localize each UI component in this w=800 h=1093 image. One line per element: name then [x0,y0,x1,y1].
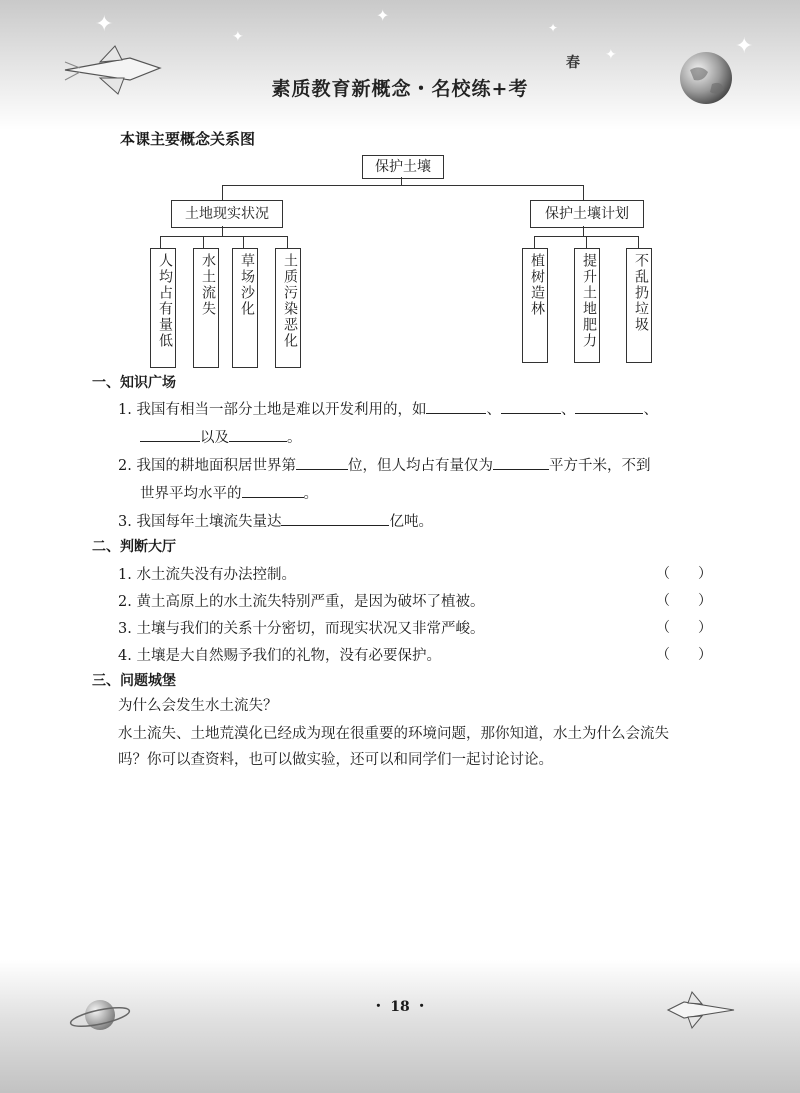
concept-left-branch: 土地现实状况 [171,200,283,228]
star-icon: ✦ [605,47,617,63]
question-text: 以及 [200,430,229,446]
answer-blank[interactable] [493,455,549,470]
question-text: 1. 我国有相当一部分土地是难以开发利用的，如 [118,402,427,418]
connector-line [287,236,288,248]
answer-blank[interactable] [281,511,389,526]
page-number: ・ 18 ・ [371,999,429,1015]
section-heading-judgment: 二、判断大厅 [92,539,176,555]
star-icon: ✦ [232,29,244,45]
concept-leaf: 人均占有量低 [150,248,176,368]
concept-map-title: 本课主要概念关系图 [120,130,256,148]
judgment-item: 2. 黄土高原上的水土流失特别严重，是因为破坏了植被。 [118,594,485,610]
star-icon: ✦ [548,21,559,35]
concept-right-branch: 保护土壤计划 [530,200,644,228]
question-text: 。 [303,486,318,502]
question-1 [118,398,658,419]
judgment-item: 4. 土壤是大自然赐予我们的礼物，没有必要保护。 [118,648,441,664]
concept-leaf: 植树造林 [522,248,548,363]
connector-line [638,236,639,248]
connector-line [222,226,223,236]
connector-line [222,185,223,200]
connector-line [583,226,584,236]
separator: 、 [560,402,576,418]
concept-leaf: 土质污染恶化 [275,248,301,368]
answer-paren[interactable]: （ ） [656,566,712,582]
star-icon: ✦ [376,6,390,25]
space-shuttle-icon [664,990,736,1030]
header-title: 素质教育新概念・名校练+考 [271,78,529,100]
answer-paren[interactable]: （ ） [656,647,712,663]
connector-line [586,236,587,248]
answer-blank[interactable] [296,455,348,470]
connector-line [203,236,204,248]
separator: 、 [486,402,501,418]
concept-leaf: 不乱扔垃圾 [626,248,652,363]
answer-blank[interactable] [229,427,287,442]
problem-question: 为什么会发生水土流失？ [118,698,278,714]
question-text: 亿吨。 [389,514,433,530]
section-heading-knowledge: 一、知识广场 [92,375,176,391]
answer-blank[interactable] [140,427,200,442]
problem-paragraph-line2: 吗？你可以查资料，也可以做实验，还可以和同学们一起讨论讨论。 [118,752,553,768]
answer-blank[interactable] [501,399,561,414]
judgment-item: 3. 土壤与我们的关系十分密切，而现实状况又非常严峻。 [118,621,485,637]
star-icon: ✦ [735,34,754,59]
question-text: 位，但人均占有量仅为 [347,458,493,474]
connector-line [160,236,161,248]
concept-leaf: 水土流失 [193,248,219,368]
answer-blank[interactable] [242,483,304,498]
concept-root: 保护土壤 [362,155,444,179]
planet-icon [68,992,132,1038]
section-heading-problem: 三、问题城堡 [92,673,176,689]
problem-paragraph-line1: 水土流失、土地荒漠化已经成为现在很重要的环境问题，那你知道，水土为什么会流失 [118,726,669,742]
concept-leaf: 提升土地肥力 [574,248,600,363]
concept-leaf: 草场沙化 [232,248,258,368]
question-1-line2 [140,426,302,447]
answer-blank[interactable] [575,399,643,414]
question-text: 平方千米，不到 [548,458,651,474]
season-label: 春 [566,55,580,71]
question-2-line2 [140,482,318,503]
separator: 、 [643,402,658,418]
question-text: 2. 我国的耕地面积居世界第 [118,458,296,474]
question-3 [118,510,433,531]
question-text: 。 [287,430,302,446]
connector-line [534,236,535,248]
connector-line [243,236,244,248]
judgment-item: 1. 水土流失没有办法控制。 [118,567,296,583]
answer-paren[interactable]: （ ） [656,620,712,636]
question-2 [118,454,650,475]
connector-line [583,185,584,200]
connector-line [222,185,584,186]
question-text: 世界平均水平的 [140,486,242,502]
star-icon: ✦ [95,12,114,37]
question-text: 3. 我国每年土壤流失量达 [118,514,282,530]
answer-paren[interactable]: （ ） [656,593,712,609]
answer-blank[interactable] [426,399,486,414]
connector-line [160,236,287,237]
